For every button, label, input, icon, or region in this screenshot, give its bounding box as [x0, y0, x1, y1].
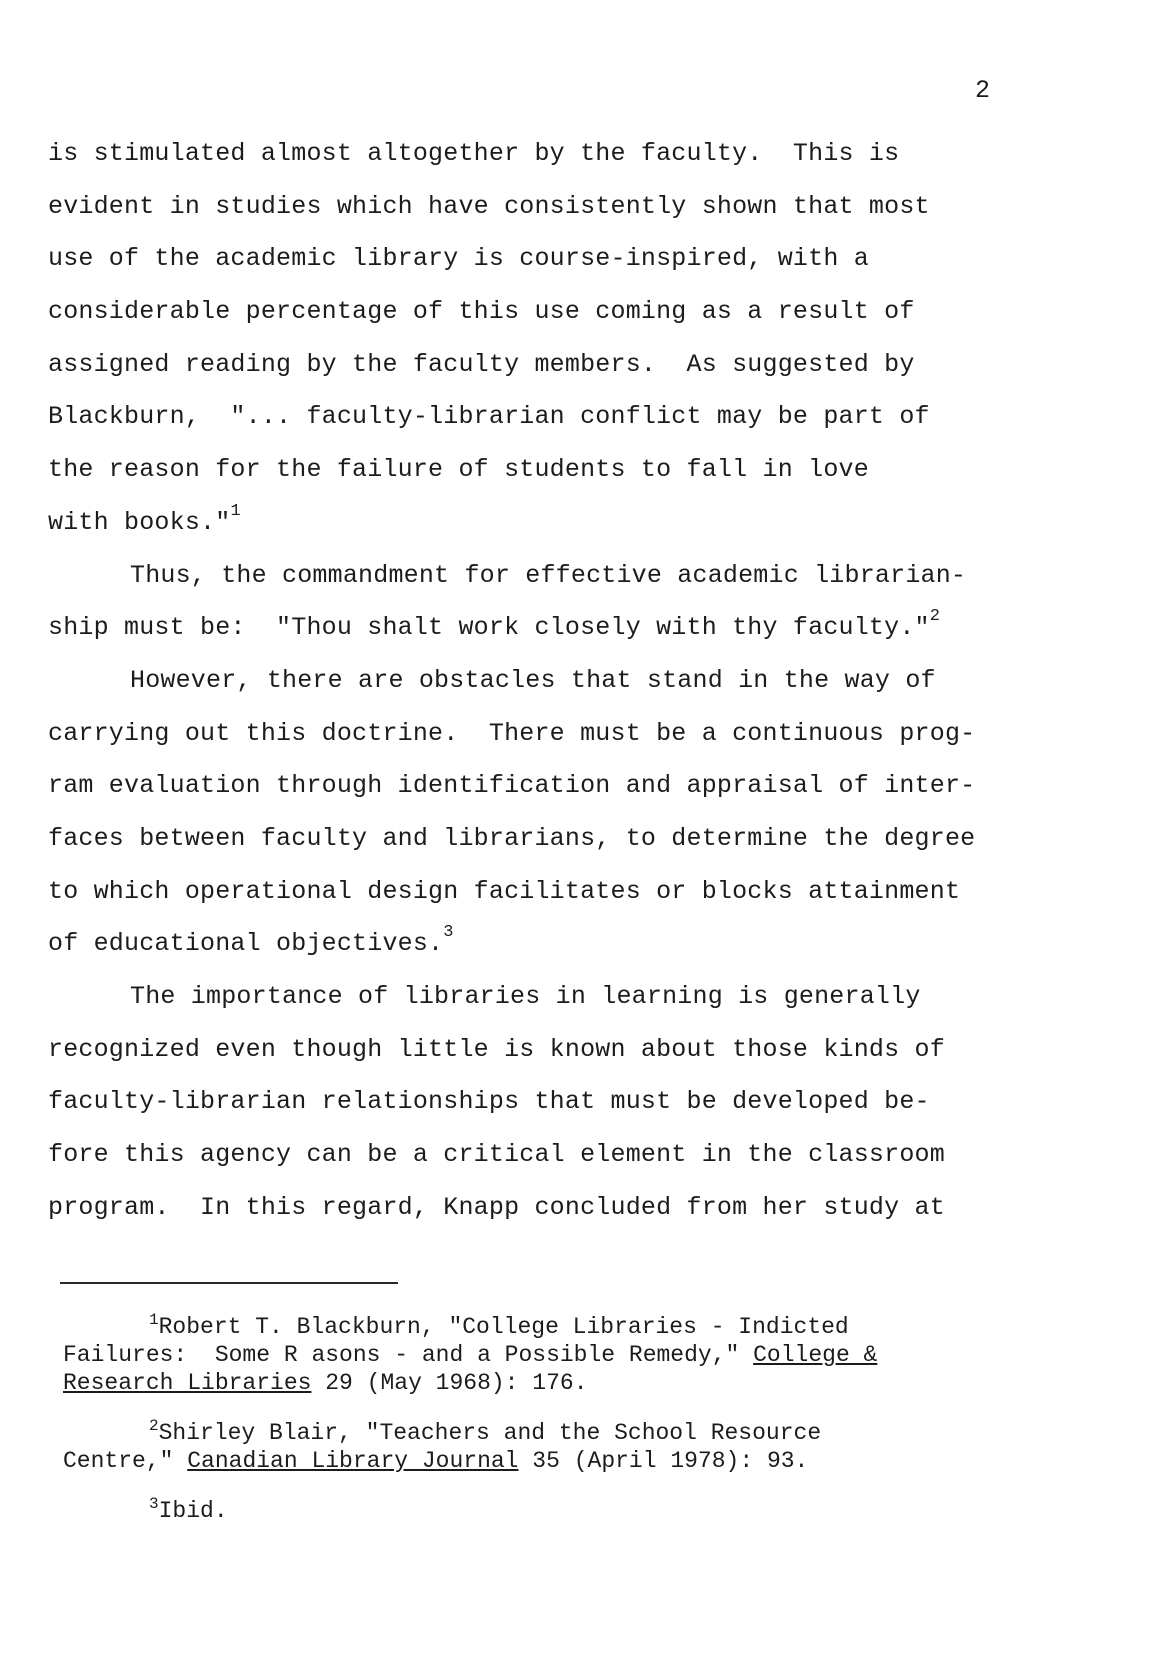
text-line-content: with books." [48, 507, 231, 537]
text-line: the reason for the failure of students to fall in love [48, 455, 869, 485]
text-line: The importance of libraries in learning is generally [130, 982, 921, 1011]
text-line: Blackburn, "... faculty-librarian conflict may be part of [48, 402, 930, 432]
text-line-content: ship must be: "Thou shalt work closely with thy faculty." [48, 613, 930, 643]
footnote-text: Ibid. [158, 1498, 228, 1524]
footnote-text: Shirley Blair, "Teachers and the School Resource [158, 1420, 822, 1446]
text-line: faces between faculty and librarians, to determine the degree [48, 823, 976, 853]
page-number: 2 [975, 76, 991, 105]
text-line [48, 918, 1068, 971]
paragraph [48, 128, 1068, 550]
paragraph [48, 655, 1068, 971]
text-line [48, 497, 1068, 550]
footnote-text: Centre," [63, 1448, 188, 1474]
footnote-text: 29 (May 1968): 176. [311, 1370, 588, 1396]
footnote-text: Robert T. Blackburn, "College Libraries - Indicted [158, 1314, 849, 1340]
body-text [48, 128, 1068, 1234]
text-line: carrying out this doctrine. There must be a continuous prog- [48, 718, 976, 748]
text-line-content: of educational objectives. [48, 929, 444, 959]
footnote-number: 1 [149, 1311, 159, 1329]
footnotes [63, 1313, 1083, 1547]
footnote-reference: 3 [443, 923, 454, 943]
footnote-journal-title: College & [753, 1342, 878, 1368]
footnote-text: 35 (April 1978): 93. [518, 1448, 809, 1474]
text-line: is stimulated almost altogether by the faculty. This is [48, 139, 900, 168]
footnote-text: Failures: Some R asons - and a Possible Remedy," [63, 1342, 754, 1368]
text-line: considerable percentage of this use coming as a result of [48, 297, 915, 327]
text-line: to which operational design facilitates or blocks attainment [48, 876, 961, 906]
footnote-reference: 2 [929, 607, 941, 627]
text-line: recognized even though little is known about those kinds of [48, 1034, 945, 1064]
text-line: ram evaluation through identification and appraisal of inter- [48, 771, 976, 801]
text-line: faculty-librarian relationships that must be developed be- [48, 1087, 930, 1117]
text-line: fore this agency can be a critical element in the classroom [48, 1140, 945, 1170]
text-line [48, 602, 1068, 655]
footnote-journal-title: Research Libraries [63, 1370, 312, 1396]
text-line: evident in studies which have consistently shown that most [48, 191, 930, 221]
footnote-number: 2 [149, 1417, 159, 1435]
footnote [63, 1313, 1083, 1397]
text-line: use of the academic library is course-inspired, with a [48, 244, 869, 274]
paragraph [48, 971, 1068, 1234]
text-line: However, there are obstacles that stand in the way of [130, 665, 936, 695]
paragraph [48, 550, 1068, 655]
footnote [63, 1419, 1083, 1475]
text-line: program. In this regard, Knapp concluded from her study at [48, 1192, 945, 1222]
footnote-divider [60, 1282, 398, 1284]
footnote-number: 3 [149, 1495, 159, 1513]
footnote [63, 1497, 1083, 1525]
text-line: assigned reading by the faculty members. As suggested by [48, 349, 915, 379]
footnote-journal-title: Canadian Library Journal [187, 1448, 519, 1474]
footnote-reference: 1 [230, 501, 241, 521]
text-line: Thus, the commandment for effective academic librarian- [130, 560, 967, 590]
